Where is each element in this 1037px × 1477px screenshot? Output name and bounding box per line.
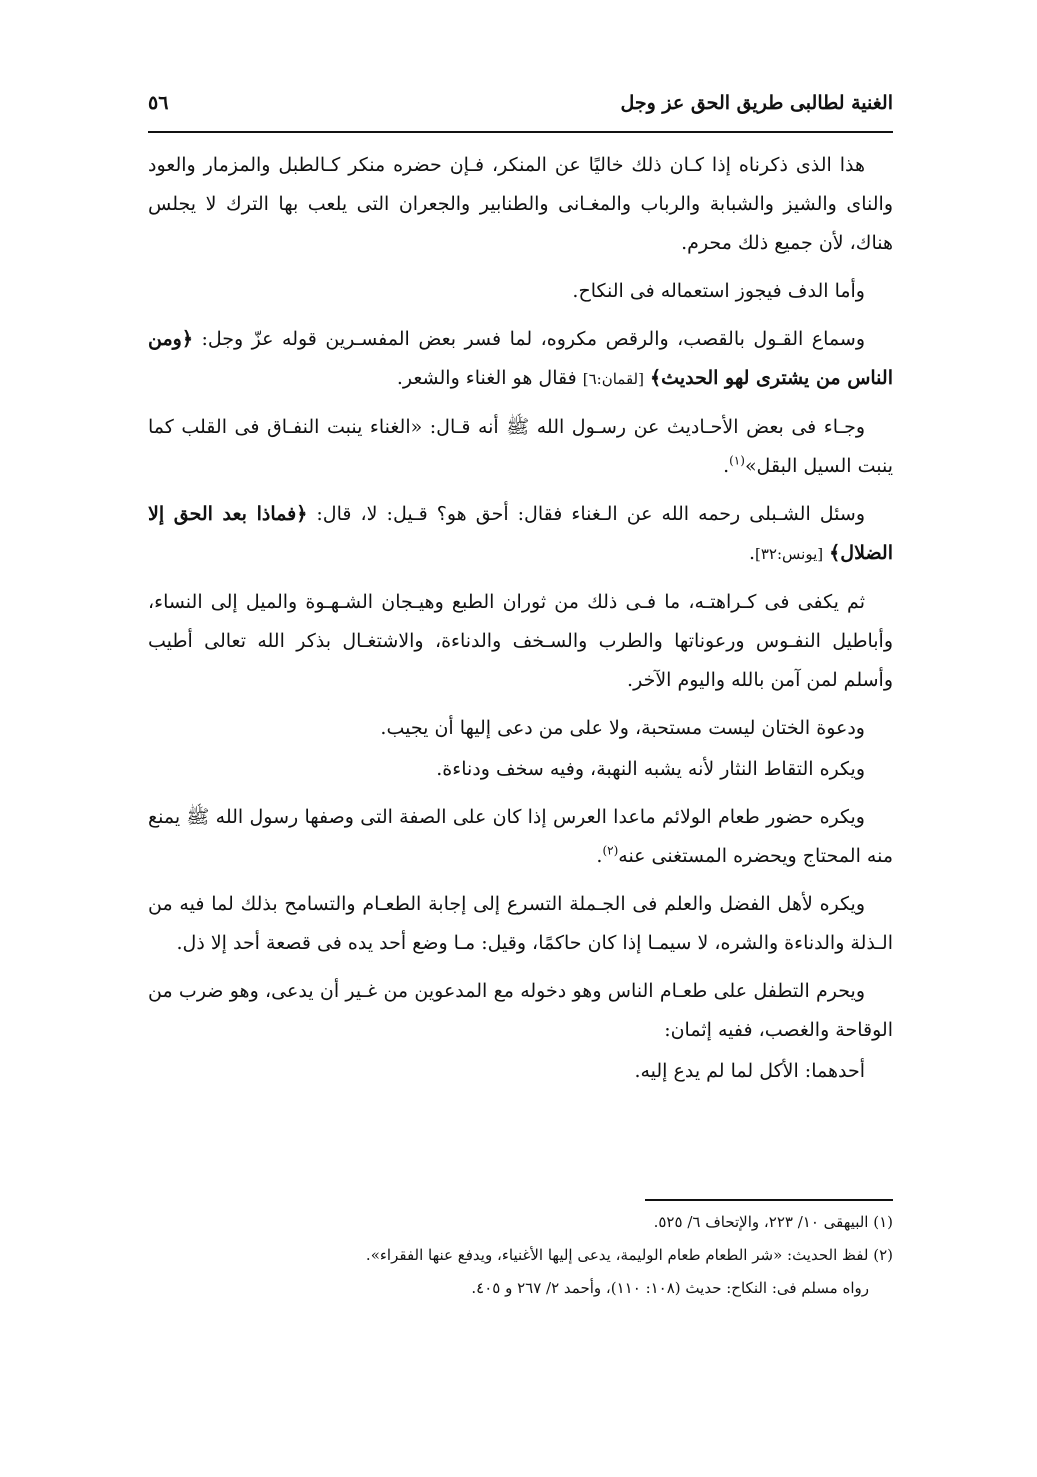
page-header [148, 88, 893, 130]
footnote-marker: (٢) [602, 843, 619, 858]
main-text [148, 146, 893, 1100]
paragraph-dislike [148, 583, 893, 700]
paragraph-first-sin [148, 1052, 893, 1091]
footnote-1: (١) البيهقى ١٠/ ٢٢٣، والإتحاف ٦/ ٥٢٥. [653, 1213, 893, 1231]
footnote-2-continuation: رواه مسلم فى: النكاح: حديث (١٠٨: ١١٠)، وأحمد ٢/ ٢٦٧ و ٤٠٥. [471, 1279, 869, 1297]
running-title: الغنية لطالبى طريق الحق عز وجل [620, 92, 893, 114]
paragraph-text: وجـاء فى بعض الأحـاديث عن رسـول الله ﷺ أنه قـال: «الغناء ينبت النفـاق فى القلب كما ينبت السيل البقل» [148, 416, 893, 477]
paragraph-text: فقال هو الغناء والشعر. [396, 367, 577, 389]
quran-verse: ﴿ومن الناس من يشترى لهو الحديث﴾ [148, 328, 893, 389]
footnote-2: (٢) لفظ الحديث: «شر الطعام طعام الوليمة، يدعى إليها الأغنياء، ويدفع عنها الفقراء». [365, 1246, 893, 1264]
paragraph-text: هذا الذى ذكرناه إذا كـان ذلك خاليًا عن المنكر، فـإن حضره منكر كـالطبل والمزمار والعود والناى والشيز والشبابة والرباب والمغـانى والطنابير والجعران التى يلعب بها الترك لا يجلس هناك، لأن جميع ذلك محرم. [148, 154, 893, 254]
paragraph-walima [148, 798, 893, 876]
paragraph-text: ويكره حضور طعام الولائم ماعدا العرس إذا كان على الصفة التى وصفها رسول الله ﷺ يمنع منه المحتاج ويحضره المستغنى عنه [148, 806, 893, 867]
paragraph-text: وسئل الشـبلى رحمه الله عن الـغناء فقال: أحق هو؟ قـيل: لا، قال: [316, 503, 865, 525]
paragraph-circumcision [148, 709, 893, 748]
header-divider [148, 131, 893, 133]
paragraph-text: وأما الدف فيجوز استعماله فى النكاح. [572, 280, 865, 302]
quran-verse: ﴿فماذا بعد الحق إلا الضلال﴾ [148, 503, 893, 564]
page-number: ٥٦ [148, 92, 169, 114]
footnote-marker: (١) [729, 453, 745, 468]
paragraph-music-instruments [148, 146, 893, 263]
footnotes [148, 1206, 893, 1305]
paragraph-end: . [723, 455, 730, 477]
paragraph-daff [148, 272, 893, 311]
paragraph-text: ويكره لأهل الفضل والعلم فى الجـملة التسرع إلى إجابة الطعـام والتسامح بذلك لما فيه من الـذلة والدناءة والشره، لا سيمـا إذا كان حاكمًا، وقيل: مـا وضع أحد يده فى قصعة أحد إلا ذل. [148, 893, 893, 954]
paragraph-gatecrashing [148, 972, 893, 1050]
paragraph-hadith-singing [148, 408, 893, 486]
paragraph-text: أحدهما: الأكل لما لم يدع إليه. [634, 1060, 865, 1082]
paragraph-text: ويكره التقاط النثار لأنه يشبه النهبة، وفيه سخف ودناءة. [436, 758, 865, 780]
paragraph-shibli [148, 495, 893, 574]
footnote-divider [645, 1199, 893, 1201]
verse-reference: [لقمان:٦] [582, 370, 644, 388]
paragraph-nithar [148, 750, 893, 789]
paragraph-text: ثم يكفى فى كـراهتـه، ما فـى ذلك من ثوران الطبع وهيـجان الشـهـوة والميل إلى النساء، وأباطيل النفـوس ورعوناتها والطرب والسـخف والدناءة، والاشتغـال بذكر الله تعالى أطيب وأسلم لمن آمن بالله واليوم الآخر. [148, 591, 893, 691]
paragraph-scholars [148, 885, 893, 963]
verse-reference: [يونس:٣٢] [755, 545, 824, 563]
paragraph-listening [148, 320, 893, 399]
paragraph-text: ويحرم التطفل على طعـام الناس وهو دخوله مع المدعوين من غـير أن يدعى، وهو ضرب من الوقاحة والغصب، ففيه إثمان: [148, 980, 893, 1041]
paragraph-text: وسماع القـول بالقصب، والرقص مكروه، لما فسر بعض المفسـرين قوله عزّ وجل: [201, 328, 865, 350]
paragraph-text: ودعوة الختان ليست مستحبة، ولا على من دعى إليها أن يجيب. [380, 717, 865, 739]
paragraph-end: . [748, 542, 755, 564]
paragraph-end: . [596, 845, 603, 867]
